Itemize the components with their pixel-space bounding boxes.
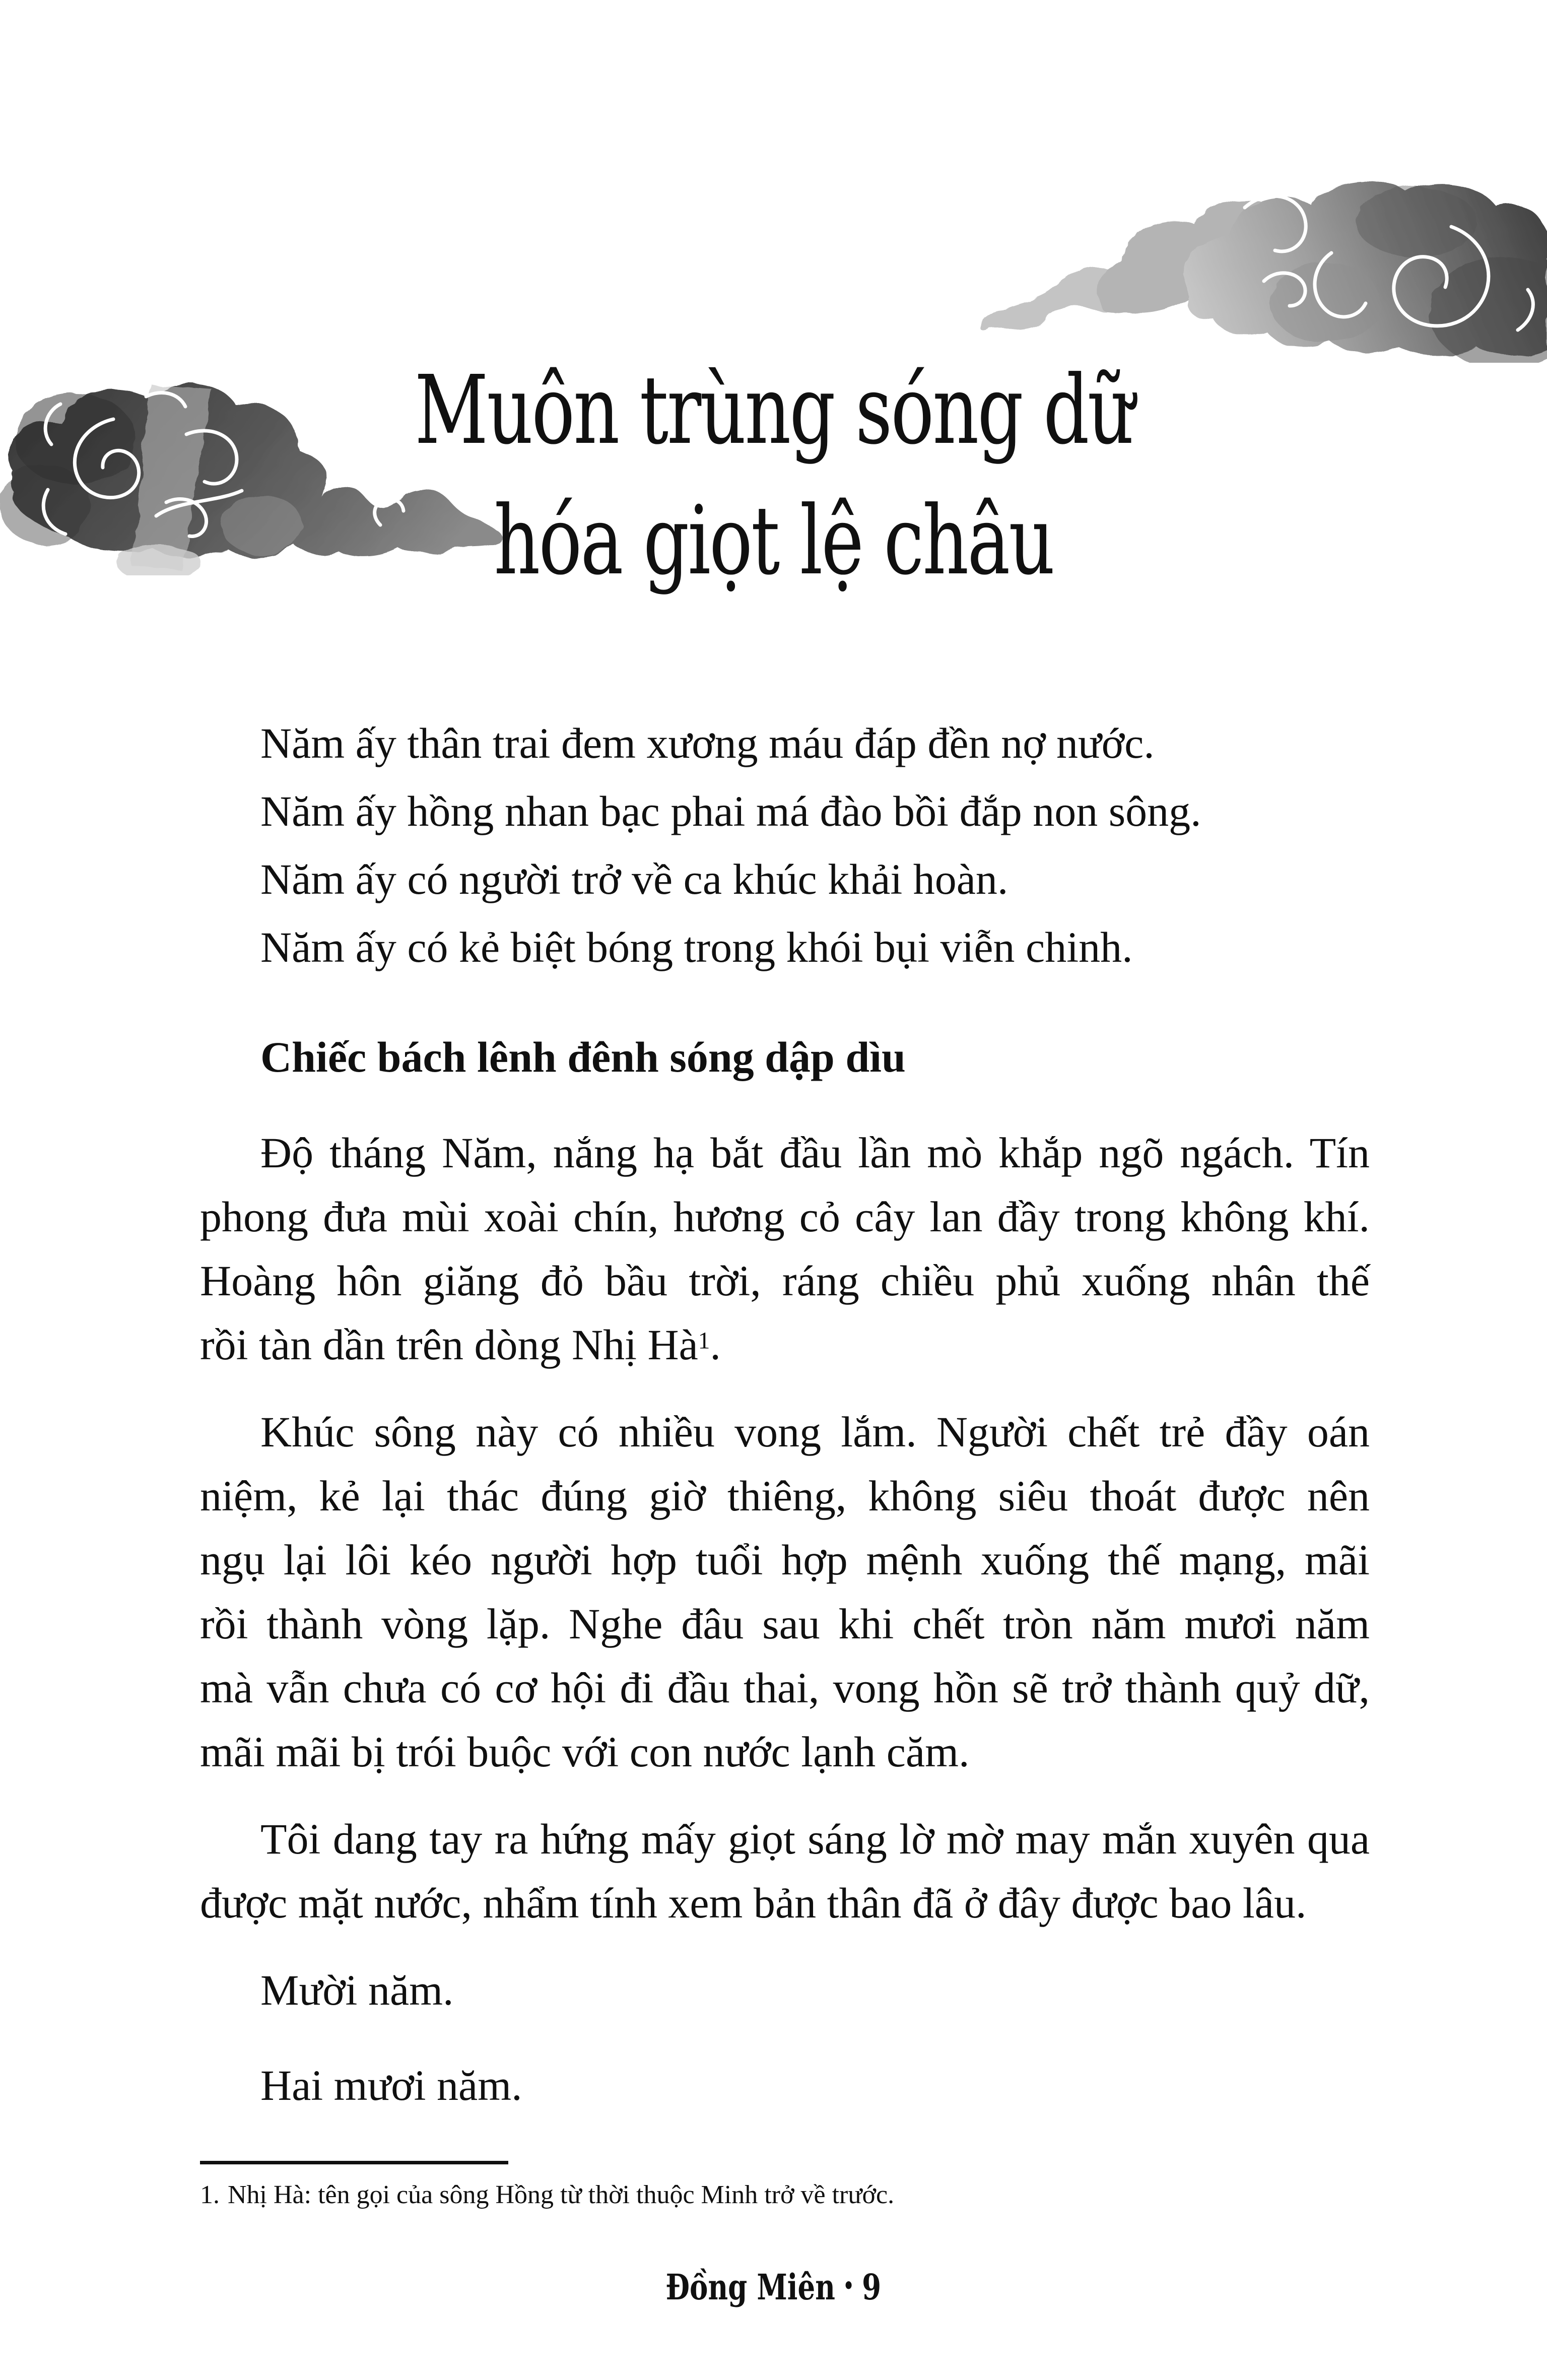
epigraph-verse [200, 709, 1370, 981]
footnote-reference: 1 [698, 1328, 710, 1354]
text-line [200, 1313, 1370, 1377]
verse-line: Năm ấy thân trai đem xương máu đáp đền nợ nước. [260, 719, 1155, 767]
paragraph: Mười năm. [260, 1966, 454, 2014]
footer-separator-dot: • [843, 2273, 854, 2299]
footnote-text: Nhị Hà: tên gọi của sông Hồng từ thời thuộc Minh trở về trước. [228, 2180, 895, 2209]
text-line: mà vẫn chưa có cơ hội đi đầu thai, vong hồn sẽ trở thành quỷ dữ, [200, 1664, 1370, 1712]
verse-line: Năm ấy có kẻ biệt bóng trong khói bụi viễn chinh. [260, 923, 1133, 971]
text-line: mãi mãi bị trói buộc với con nước lạnh căm. [200, 1728, 970, 1776]
chapter-title-line1: Muôn trùng sóng dữ [414, 355, 1133, 466]
page-number: 9 [862, 2266, 882, 2308]
book-title: Đồng Miên [665, 2266, 836, 2308]
paragraph [200, 1400, 1370, 1784]
footnote-separator-rule [200, 2161, 508, 2164]
paragraph [200, 1807, 1370, 1935]
paragraph [200, 1121, 1370, 1377]
footnote [200, 2178, 1370, 2212]
text-line: Tôi dang tay ra hứng mấy giọt sáng lờ mờ may mắn xuyên qua [260, 1815, 1370, 1863]
text-line: ngụ lại lôi kéo người hợp tuổi hợp mệnh xuống thế mạng, mãi [200, 1536, 1370, 1584]
ink-cloud-top-right-icon [973, 176, 1547, 363]
chapter-title-line2: hóa giọt lệ châu [494, 486, 1053, 596]
verse-line: Năm ấy có người trở về ca khúc khải hoàn. [260, 855, 1008, 903]
chapter-title [0, 355, 1547, 620]
text-line: rồi thành vòng lặp. Nghe đâu sau khi chết tròn năm mươi năm [200, 1600, 1370, 1648]
text-line: Khúc sông này có nhiều vong lắm. Người chết trẻ đầy oán [260, 1408, 1370, 1456]
chapter-title-line [0, 355, 1547, 489]
section-heading: Chiếc bách lênh đênh sóng dập dìu [260, 1033, 906, 1081]
text-line: phong đưa mùi xoài chín, hương cỏ cây lan đầy trong không khí. [200, 1193, 1370, 1241]
paragraph: Hai mươi năm. [260, 2061, 522, 2109]
running-footer-text [666, 2266, 882, 2308]
text-segment: rồi tàn dần trên dòng Nhị Hà [200, 1320, 698, 1369]
page-footer [0, 2266, 1547, 2308]
page-content [200, 709, 1370, 2149]
footnote-marker: 1. [200, 2180, 220, 2209]
text-line: Hoàng hôn giăng đỏ bầu trời, ráng chiều phủ xuống nhân thế [200, 1257, 1370, 1305]
verse-line: Năm ấy hồng nhan bạc phai má đào bồi đắp non sông. [260, 787, 1201, 835]
text-line: được mặt nước, nhẩm tính xem bản thân đã ở đây được bao lâu. [200, 1879, 1307, 1927]
chapter-title-line [0, 486, 1547, 620]
footnote-area [200, 2161, 1370, 2212]
text-line: Độ tháng Năm, nắng hạ bắt đầu lần mò khắp ngõ ngách. Tín [260, 1129, 1370, 1177]
text-line: niệm, kẻ lại thác đúng giờ thiêng, không siêu thoát được nên [200, 1472, 1370, 1520]
text-segment: . [710, 1320, 721, 1369]
